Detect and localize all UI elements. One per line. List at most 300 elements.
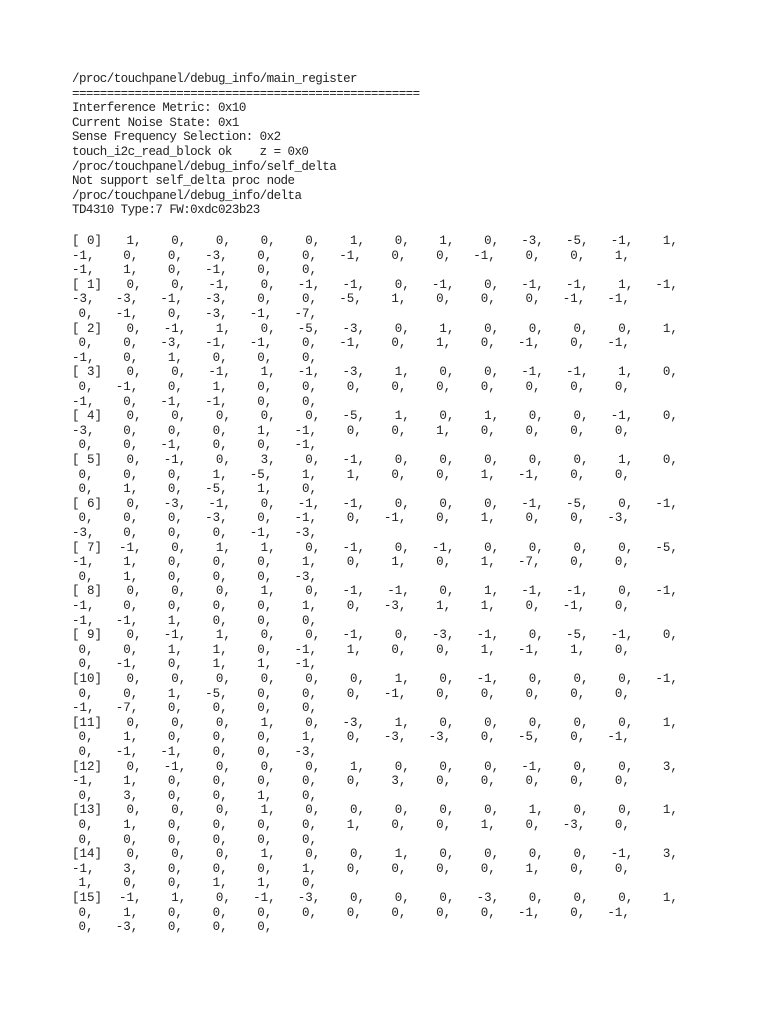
delta-cell: 0, [212, 730, 228, 745]
delta-cell: 0, [436, 642, 452, 657]
delta-cell: -5, [566, 628, 589, 643]
delta-cell: 0, [215, 584, 231, 599]
delta-cell: 0, [212, 598, 228, 613]
delta-cell: 1, [123, 730, 139, 745]
delta-cell: -1, [297, 365, 321, 380]
delta-cell: 0, [662, 628, 678, 643]
delta-cell: 0, [618, 584, 634, 599]
delta-cell: 0, [215, 671, 231, 686]
delta-cell: 0, [394, 321, 410, 336]
delta-cell: 0, [257, 394, 273, 409]
delta-row-line [72, 263, 684, 278]
delta-cell: 0, [484, 452, 500, 467]
delta-cell: 0, [346, 774, 362, 789]
delta-cell: 0, [302, 613, 318, 628]
delta-cell: 1, [215, 628, 231, 643]
delta-cell: 0, [573, 540, 589, 555]
delta-row [72, 584, 684, 628]
delta-matrix [72, 234, 684, 935]
delta-cell: 0, [78, 379, 94, 394]
main-register-path: /proc/touchpanel/debug_info/main_register [72, 72, 358, 86]
delta-cell: 1, [391, 555, 407, 570]
delta-row-label: [ 9] [72, 628, 103, 643]
delta-row-line [72, 818, 684, 833]
delta-cell: -1, [294, 438, 318, 453]
delta-cell: -3, [431, 628, 455, 643]
delta-cell: 0, [212, 701, 228, 716]
delta-cell: 0, [215, 803, 231, 818]
delta-cell: 1, [257, 788, 273, 803]
delta-cell: -3, [342, 365, 366, 380]
delta-cell: 0, [212, 438, 228, 453]
delta-cell: -3, [205, 248, 228, 263]
delta-cell: 0, [305, 671, 321, 686]
delta-cell: -3, [160, 336, 183, 351]
delta-cell: -7, [518, 555, 541, 570]
delta-row-line [72, 541, 684, 556]
delta-cell: 0, [525, 598, 541, 613]
delta-cell: 0, [167, 555, 183, 570]
delta-cell: -3, [342, 321, 366, 336]
delta-cell: 1, [167, 642, 183, 657]
delta-row-line [72, 774, 684, 789]
delta-cell: 0, [257, 263, 273, 278]
delta-cell: 0, [257, 438, 273, 453]
delta-cell: 0, [167, 832, 183, 847]
delta-row-line [72, 614, 684, 629]
delta-cell: -1, [610, 628, 634, 643]
delta-row-line [72, 730, 684, 745]
delta-cell: 0, [215, 715, 231, 730]
delta-cell: 1, [662, 803, 678, 818]
delta-cell: -1, [655, 584, 678, 599]
delta-cell: 0, [257, 744, 273, 759]
delta-cell: 0, [260, 234, 276, 248]
delta-cell: 0, [346, 511, 362, 526]
delta-cell: 0, [394, 452, 410, 467]
delta-cell: -1, [339, 248, 362, 263]
delta-cell: 0, [302, 876, 318, 891]
delta-row-line [72, 351, 684, 366]
delta-cell: 0, [78, 657, 94, 672]
self-delta-not-supported: Not support self_delta proc node [72, 174, 295, 189]
delta-cell: 0, [525, 248, 541, 263]
delta-cell: -1, [610, 409, 634, 424]
delta-cell: 0, [126, 277, 142, 292]
delta-cell: 1, [123, 905, 139, 920]
debug-log-document [72, 72, 712, 935]
delta-row-line [72, 716, 684, 731]
delta-cell: 0, [78, 336, 94, 351]
delta-cell: -1, [339, 336, 362, 351]
delta-cell: 0, [484, 715, 500, 730]
delta-cell: 0, [436, 905, 452, 920]
delta-cell: 0, [394, 540, 410, 555]
delta-cell: 1, [480, 467, 496, 482]
delta-cell: -1, [163, 628, 187, 643]
delta-cell: -1, [607, 905, 630, 920]
delta-cell: 0, [171, 365, 187, 380]
delta-cell: 0, [167, 379, 183, 394]
delta-cell: 0, [257, 613, 273, 628]
delta-cell: 0, [391, 905, 407, 920]
delta-cell: 0, [212, 350, 228, 365]
delta-cell: 0, [257, 861, 273, 876]
delta-cell: -5, [297, 321, 321, 336]
delta-cell: 0, [439, 409, 455, 424]
delta-cell: 0, [528, 321, 544, 336]
delta-cell: -1, [72, 350, 95, 365]
delta-cell: 0, [662, 452, 678, 467]
delta-cell: 0, [212, 788, 228, 803]
delta-cell: 0, [528, 671, 544, 686]
delta-cell: 0, [212, 861, 228, 876]
delta-cell: 0, [302, 817, 318, 832]
delta-cell: 0, [257, 774, 273, 789]
delta-row-line [72, 672, 684, 687]
delta-path: /proc/touchpanel/debug_info/delta [72, 188, 302, 203]
delta-cell: -1, [163, 452, 187, 467]
delta-cell: 0, [167, 920, 183, 935]
delta-row-line [72, 687, 684, 702]
delta-cell: 0, [391, 817, 407, 832]
delta-cell: 0, [305, 234, 321, 248]
delta-cell: -1, [160, 292, 183, 307]
delta-cell: 0, [480, 730, 496, 745]
sense-frequency-selection: Sense Frequency Selection: 0x2 [72, 130, 281, 145]
delta-cell: 0, [78, 905, 94, 920]
delta-cell: 0, [167, 817, 183, 832]
delta-cell: -1, [518, 467, 541, 482]
delta-cell: 0, [257, 920, 273, 935]
delta-cell: 3, [391, 774, 407, 789]
delta-row-label: [ 8] [72, 584, 103, 599]
delta-row-line [72, 395, 684, 410]
delta-cell: 0, [257, 292, 273, 307]
delta-cell: -1, [342, 496, 366, 511]
delta-row-line [72, 584, 684, 599]
delta-cell: -1, [297, 277, 321, 292]
delta-cell: 0, [78, 920, 94, 935]
delta-cell: -1, [249, 525, 273, 540]
delta-cell: 0, [215, 847, 231, 862]
delta-row-label: [10] [72, 671, 103, 686]
delta-cell: 1, [439, 321, 455, 336]
delta-cell: 0, [302, 379, 318, 394]
delta-cell: 1, [484, 584, 500, 599]
delta-cell: 0, [215, 409, 231, 424]
delta-cell: 0, [123, 511, 139, 526]
delta-row-line [72, 307, 684, 322]
delta-cell: 1, [302, 861, 318, 876]
delta-cell: 0, [126, 496, 142, 511]
delta-cell: 0, [78, 306, 94, 321]
delta-cell: 0, [573, 671, 589, 686]
delta-cell: 0, [167, 774, 183, 789]
delta-cell: 0, [167, 569, 183, 584]
delta-cell: 0, [439, 715, 455, 730]
delta-row-line [72, 628, 684, 643]
delta-cell: 0, [123, 525, 139, 540]
current-noise-state: Current Noise State: 0x1 [72, 115, 239, 130]
delta-cell: 0, [171, 277, 187, 292]
delta-cell: 0, [302, 686, 318, 701]
delta-cell: 0, [480, 905, 496, 920]
delta-cell: 0, [305, 803, 321, 818]
delta-cell: 0, [126, 803, 142, 818]
delta-cell: -1, [566, 584, 589, 599]
delta-cell: 0, [78, 744, 94, 759]
delta-cell: -3, [205, 292, 228, 307]
delta-row-line [72, 847, 684, 862]
delta-cell: 3, [662, 847, 678, 862]
delta-cell: -3, [163, 496, 187, 511]
delta-cell: 1, [436, 336, 452, 351]
delta-cell: 0, [167, 306, 183, 321]
delta-cell: -1, [476, 628, 500, 643]
delta-cell: 0, [215, 452, 231, 467]
delta-cell: 0, [126, 671, 142, 686]
delta-cell: -1, [383, 686, 407, 701]
delta-cell: 1, [618, 277, 634, 292]
delta-cell: 0, [123, 832, 139, 847]
delta-cell: -1, [115, 657, 139, 672]
delta-cell: -1, [655, 671, 678, 686]
delta-cell: 0, [171, 847, 187, 862]
delta-cell: 0, [570, 423, 586, 438]
delta-cell: 1, [171, 890, 187, 905]
delta-cell: 1, [346, 467, 362, 482]
delta-cell: -1, [562, 292, 586, 307]
delta-cell: 0, [439, 584, 455, 599]
delta-cell: 0, [78, 642, 94, 657]
delta-cell: -3, [115, 292, 139, 307]
delta-cell: 1, [257, 423, 273, 438]
delta-row-line [72, 803, 684, 818]
delta-cell: 0, [212, 569, 228, 584]
delta-cell: 0, [528, 628, 544, 643]
delta-row-line [72, 365, 684, 380]
delta-cell: 0, [573, 715, 589, 730]
delta-cell: 0, [260, 321, 276, 336]
delta-cell: 0, [305, 540, 321, 555]
delta-row [72, 847, 684, 891]
delta-cell: 0, [212, 832, 228, 847]
delta-cell: 0, [126, 628, 142, 643]
delta-cell: 0, [484, 365, 500, 380]
delta-cell: 1, [480, 817, 496, 832]
delta-cell: 0, [439, 365, 455, 380]
delta-cell: 0, [123, 642, 139, 657]
delta-cell: -1, [655, 277, 678, 292]
delta-cell: 0, [302, 774, 318, 789]
delta-row-line [72, 497, 684, 512]
delta-row [72, 409, 684, 453]
register-info-block [72, 72, 712, 218]
delta-row-line [72, 833, 684, 848]
delta-cell: -1, [205, 263, 228, 278]
delta-cell: 0, [260, 496, 276, 511]
delta-cell: 0, [394, 628, 410, 643]
delta-cell: 0, [257, 832, 273, 847]
delta-cell: 1, [78, 876, 94, 891]
delta-cell: 0, [394, 759, 410, 774]
delta-cell: 0, [123, 423, 139, 438]
delta-cell: 1, [436, 598, 452, 613]
delta-cell: 1, [662, 321, 678, 336]
delta-cell: 0, [350, 890, 366, 905]
delta-cell: 1, [346, 642, 362, 657]
delta-cell: -5, [566, 234, 589, 248]
delta-cell: -5, [249, 467, 273, 482]
delta-cell: 0, [78, 832, 94, 847]
delta-cell: 0, [257, 598, 273, 613]
delta-cell: 1, [123, 774, 139, 789]
delta-cell: 1, [618, 365, 634, 380]
delta-cell: 0, [78, 817, 94, 832]
delta-cell: 0, [167, 905, 183, 920]
delta-cell: 0, [618, 803, 634, 818]
delta-cell: -1, [294, 642, 318, 657]
delta-cell: 0, [573, 321, 589, 336]
delta-cell: 0, [212, 920, 228, 935]
delta-cell: 0, [480, 336, 496, 351]
delta-cell: 0, [570, 730, 586, 745]
delta-row [72, 453, 684, 497]
delta-cell: 1, [394, 409, 410, 424]
delta-cell: 0, [212, 744, 228, 759]
delta-cell: 0, [167, 876, 183, 891]
delta-cell: 0, [570, 379, 586, 394]
delta-cell: 1, [260, 365, 276, 380]
delta-cell: -1, [294, 511, 318, 526]
delta-cell: 0, [528, 409, 544, 424]
delta-cell: 0, [167, 263, 183, 278]
delta-cell: 0, [126, 365, 142, 380]
delta-cell: 0, [573, 847, 589, 862]
delta-cell: 1, [346, 817, 362, 832]
delta-cell: 1, [260, 540, 276, 555]
delta-cell: -3, [294, 525, 318, 540]
delta-cell: 0, [528, 890, 544, 905]
delta-cell: 0, [302, 394, 318, 409]
delta-row-label: [ 4] [72, 409, 103, 424]
delta-row [72, 497, 684, 541]
delta-cell: 0, [480, 423, 496, 438]
delta-cell: 0, [126, 759, 142, 774]
delta-cell: 0, [391, 423, 407, 438]
delta-row-line [72, 789, 684, 804]
delta-row-line [72, 292, 684, 307]
delta-row-line [72, 891, 684, 906]
delta-cell: 0, [167, 511, 183, 526]
delta-cell: -1, [115, 379, 139, 394]
delta-cell: -1, [294, 657, 318, 672]
delta-cell: 0, [123, 686, 139, 701]
delta-cell: 0, [346, 905, 362, 920]
delta-cell: 0, [167, 657, 183, 672]
delta-row [72, 322, 684, 366]
delta-cell: -1, [163, 759, 187, 774]
delta-cell: 0, [212, 905, 228, 920]
delta-cell: 0, [394, 890, 410, 905]
delta-cell: 0, [391, 336, 407, 351]
delta-cell: 0, [570, 511, 586, 526]
delta-cell: 0, [484, 234, 500, 248]
delta-cell: 0, [346, 598, 362, 613]
delta-cell: 0, [573, 890, 589, 905]
delta-cell: 0, [257, 686, 273, 701]
delta-cell: 0, [302, 905, 318, 920]
delta-cell: -1, [205, 336, 228, 351]
interference-metric: Interference Metric: 0x10 [72, 101, 246, 116]
delta-cell: 0, [123, 248, 139, 263]
delta-cell: 0, [257, 555, 273, 570]
delta-cell: 0, [614, 598, 630, 613]
delta-cell: 0, [614, 861, 630, 876]
delta-cell: 0, [305, 715, 321, 730]
delta-row-label: [13] [72, 803, 103, 818]
delta-cell: 0, [439, 496, 455, 511]
delta-row-label: [15] [72, 890, 103, 905]
delta-cell: 0, [618, 671, 634, 686]
delta-cell: -1, [431, 277, 455, 292]
delta-cell: 0, [78, 482, 94, 497]
delta-cell: 1, [436, 423, 452, 438]
delta-cell: 3, [260, 452, 276, 467]
delta-row-label: [ 6] [72, 496, 103, 511]
delta-cell: 1, [260, 715, 276, 730]
delta-cell: -1, [115, 306, 139, 321]
delta-cell: 0, [215, 759, 231, 774]
delta-cell: -5, [342, 409, 366, 424]
delta-cell: 0, [302, 350, 318, 365]
delta-cell: 0, [257, 379, 273, 394]
delta-cell: -1, [610, 234, 634, 248]
delta-row-line [72, 599, 684, 614]
delta-cell: 0, [302, 482, 318, 497]
delta-row-label: [ 3] [72, 365, 103, 380]
delta-cell: 0, [570, 467, 586, 482]
delta-cell: 0, [439, 890, 455, 905]
delta-cell: 1, [662, 234, 678, 248]
delta-cell: -1, [342, 277, 366, 292]
delta-cell: 1, [528, 803, 544, 818]
delta-cell: -1, [160, 394, 183, 409]
delta-row-line [72, 249, 684, 264]
delta-cell: 0, [302, 292, 318, 307]
delta-cell: 3, [662, 759, 678, 774]
delta-cell: -3, [342, 715, 366, 730]
delta-cell: 0, [171, 584, 187, 599]
delta-cell: 0, [528, 847, 544, 862]
delta-row-line [72, 643, 684, 658]
delta-cell: 0, [167, 525, 183, 540]
delta-cell: 0, [614, 642, 630, 657]
delta-row-line [72, 468, 684, 483]
delta-cell: 0, [614, 379, 630, 394]
delta-cell: -1, [562, 598, 586, 613]
delta-cell: 0, [123, 350, 139, 365]
delta-cell: 0, [305, 584, 321, 599]
delta-cell: 0, [305, 759, 321, 774]
delta-cell: -3, [383, 730, 407, 745]
delta-cell: -1, [607, 730, 630, 745]
delta-cell: 0, [260, 759, 276, 774]
delta-cell: 0, [614, 686, 630, 701]
delta-cell: 0, [123, 438, 139, 453]
delta-cell: 0, [260, 277, 276, 292]
